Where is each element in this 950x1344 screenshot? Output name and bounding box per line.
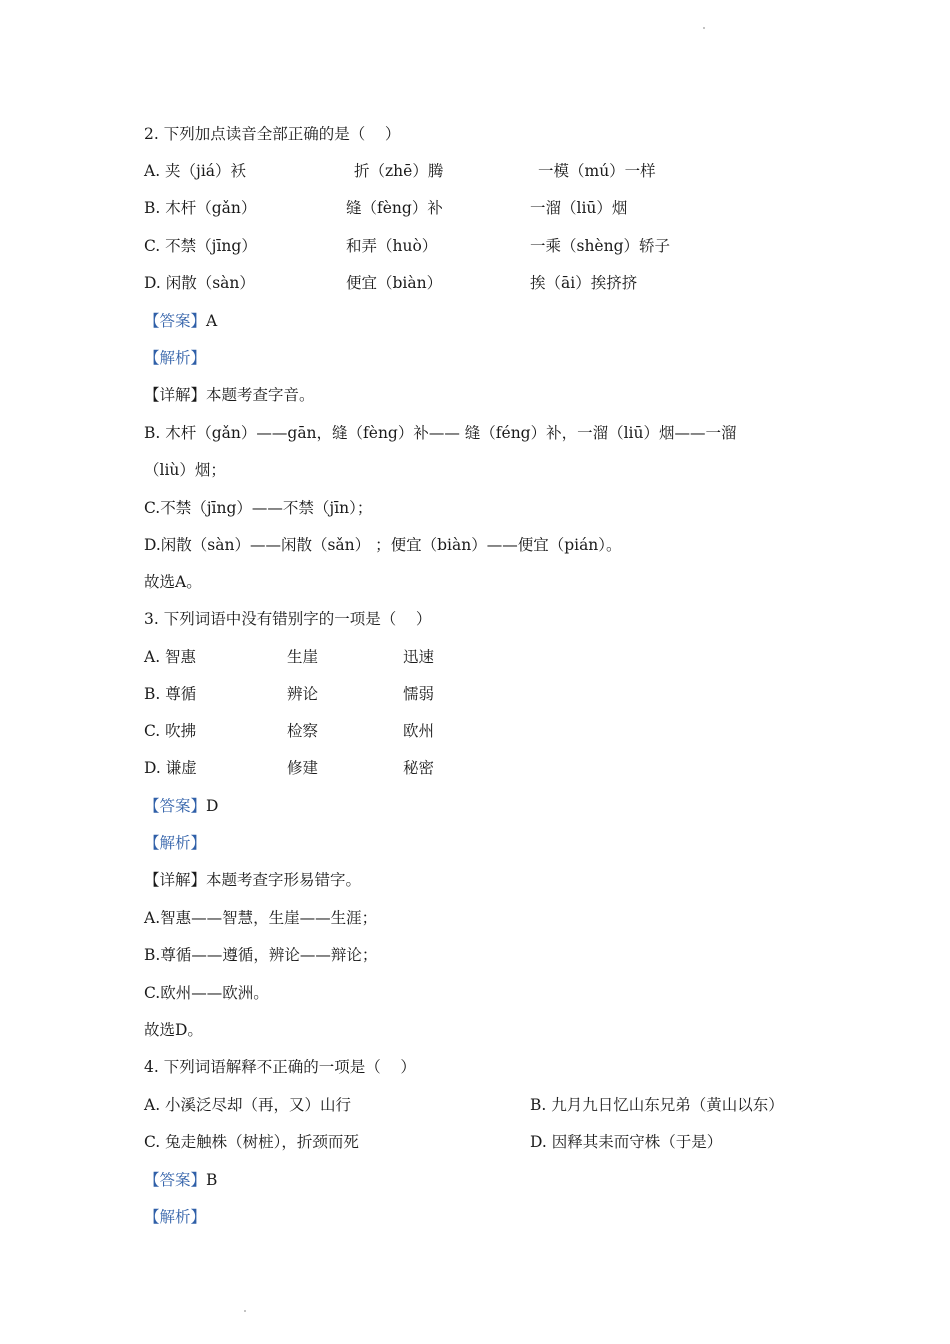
q2-option-a-1: A. 夹（jiá）袄 — [144, 162, 247, 180]
q3-option-a-3: 迅速 — [403, 648, 435, 666]
q4-option-c: C. 兔走触株（树桩），折颈而死 — [144, 1133, 359, 1151]
answer-value: B — [206, 1171, 218, 1189]
q3-explain-line: B.尊循——遵循，辨论——辩论； — [144, 946, 378, 964]
q2-analysis-tag: 【解析】 — [144, 349, 207, 367]
q2-explain-line: D.闲散（sàn）——闲散（sǎn） ；便宜（biàn）——便宜（pián）。 — [144, 536, 622, 554]
q3-option-c-3: 欧州 — [403, 722, 435, 740]
q2-option-a-3: 一模（mú）一样 — [538, 162, 656, 180]
q2-option-c-3: 一乘（shèng）轿子 — [530, 237, 671, 255]
q4-option-b: B. 九月九日忆山东兄弟（黄山以东） — [530, 1096, 784, 1114]
q3-option-a-1: A. 智惠 — [144, 648, 197, 666]
q3-explain-line: C.欧州——欧洲。 — [144, 984, 269, 1002]
q3-answer — [144, 796, 218, 816]
q2-option-b-2: 缝（fèng）补 — [346, 199, 443, 217]
q2-option-d-2: 便宜（biàn） — [346, 274, 443, 292]
q2-option-b-3: 一溜（liū）烟 — [530, 199, 628, 217]
scan-dot — [244, 1310, 246, 1312]
q3-analysis-tag: 【解析】 — [144, 834, 207, 852]
q2-option-d-3: 挨（āi）挨挤挤 — [530, 274, 638, 292]
q3-option-b-2: 辨论 — [287, 685, 319, 703]
q2-explain-line: C.不禁（jīng）——不禁（jīn）； — [144, 499, 373, 517]
detail-tag: 【详解】 — [144, 871, 207, 889]
q4-analysis-tag: 【解析】 — [144, 1208, 207, 1226]
q3-stem: 3. 下列词语中没有错别字的一项是（ ） — [144, 610, 432, 628]
q4-answer — [144, 1170, 217, 1190]
q3-explain-line: 故选D。 — [144, 1021, 203, 1039]
q3-option-d-1: D. 谦虚 — [144, 759, 197, 777]
q2-option-c-1: C. 不禁（jīng） — [144, 237, 257, 255]
q2-option-b-1: B. 木杆（gǎn） — [144, 199, 257, 217]
answer-tag: 【答案】 — [144, 797, 207, 815]
answer-value: D — [206, 797, 219, 815]
answer-tag: 【答案】 — [144, 312, 207, 330]
q2-detail — [144, 385, 315, 405]
q3-option-a-2: 生崖 — [287, 648, 319, 666]
q4-option-a: A. 小溪泛尽却（再，又）山行 — [144, 1096, 352, 1114]
q3-option-d-3: 秘密 — [403, 759, 435, 777]
q4-stem: 4. 下列词语解释不正确的一项是（ ） — [144, 1058, 416, 1076]
q3-option-c-1: C. 吹拂 — [144, 722, 197, 740]
detail-intro: 本题考查字音。 — [206, 386, 315, 404]
answer-value: A — [206, 312, 218, 330]
q2-answer — [144, 311, 217, 331]
q2-option-c-2: 和弄（huò） — [346, 237, 438, 255]
q3-explain-line: A.智惠——智慧，生崖——生涯； — [144, 909, 378, 927]
q2-stem: 2. 下列加点读音全部正确的是（ ） — [144, 125, 401, 143]
q2-explain-line: 故选A。 — [144, 573, 202, 591]
q2-explain-line: （liù）烟； — [144, 461, 226, 479]
q3-option-b-1: B. 尊循 — [144, 685, 197, 703]
q3-option-c-2: 检察 — [287, 722, 319, 740]
detail-tag: 【详解】 — [144, 386, 207, 404]
q3-option-d-2: 修建 — [287, 759, 319, 777]
q3-detail — [144, 870, 361, 890]
q2-option-d-1: D. 闲散（sàn） — [144, 274, 255, 292]
answer-tag: 【答案】 — [144, 1171, 207, 1189]
detail-intro: 本题考查字形易错字。 — [206, 871, 362, 889]
scan-dot — [703, 27, 705, 29]
q4-option-d: D. 因释其耒而守株（于是） — [530, 1133, 723, 1151]
q3-option-b-3: 懦弱 — [403, 685, 435, 703]
q2-explain-line: B. 木杆（gǎn）——gān，缝（fèng）补—— 缝（féng）补，一溜（liū）烟——一溜 — [144, 424, 737, 442]
q2-option-a-2: 折（zhē）腾 — [354, 162, 444, 180]
